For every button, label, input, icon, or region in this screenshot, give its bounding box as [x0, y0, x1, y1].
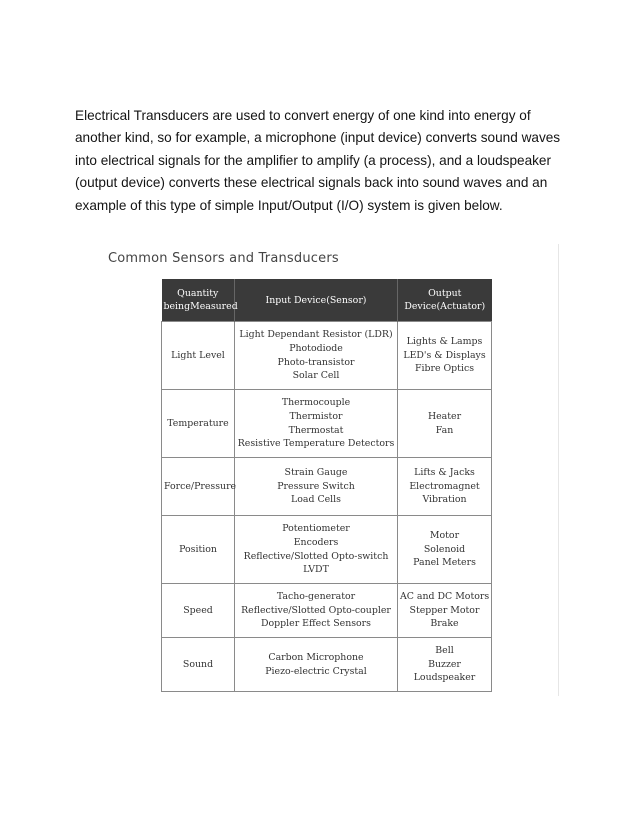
input-device-cell-line: Photodiode [289, 342, 343, 354]
table-row [162, 584, 492, 638]
input-device-cell-line: Resistive Temperature Detectors [237, 438, 395, 450]
input-device-cell-line: Light Dependant Resistor (LDR) [239, 329, 393, 341]
output-device-cell [398, 322, 492, 390]
input-device-cell-line: Thermocouple [281, 397, 351, 409]
input-device-cell-line: Doppler Effect Sensors [261, 618, 371, 630]
quantity-cell: Temperature [162, 390, 235, 458]
input-device-cell-line: Thermostat [288, 424, 344, 436]
output-device-cell-line: Loudspeaker [413, 672, 476, 684]
output-device-cell-line: Vibration [422, 494, 467, 506]
table-header [162, 279, 492, 322]
quantity-cell: Force/Pressure [162, 458, 235, 516]
input-device-cell-line: Reflective/Slotted Opto-coupler [241, 604, 391, 616]
intro-line: another kind, so for example, a microphone (input device) converts sound waves [75, 130, 561, 146]
table-row [162, 516, 492, 584]
header-input: Input Device(Sensor) [235, 279, 398, 322]
output-device-cell-line: Electromagnet [409, 480, 480, 492]
table-title: Common Sensors and Transducers [108, 251, 339, 266]
input-device-cell [235, 516, 398, 584]
output-device-cell [398, 516, 492, 584]
output-device-cell-line: Fibre Optics [414, 363, 475, 375]
input-device-cell-line: Solar Cell [292, 370, 340, 382]
output-device-cell-line: LED's & Displays [403, 349, 486, 361]
output-device-cell-line: Panel Meters [413, 557, 476, 569]
output-device-cell-line: Lifts & Jacks [414, 467, 475, 479]
input-device-cell [235, 322, 398, 390]
output-device-cell-line: Bell [435, 645, 454, 657]
input-device-cell-line: Tacho-generator [276, 591, 356, 603]
output-device-cell [398, 390, 492, 458]
output-device-cell-line: Lights & Lamps [406, 336, 483, 348]
input-device-cell [235, 390, 398, 458]
input-device-cell-line: Potentiometer [282, 523, 350, 535]
output-device-cell-line: Brake [430, 618, 459, 630]
intro-line: Electrical Transducers are used to convert energy of one kind into energy of [75, 108, 531, 123]
input-device-cell [235, 458, 398, 516]
input-device-cell-line: Pressure Switch [277, 480, 355, 492]
intro-paragraph [75, 105, 575, 217]
table-body [162, 322, 492, 692]
table-row [162, 458, 492, 516]
output-device-cell-line: Buzzer [428, 658, 461, 670]
table-row [162, 638, 492, 692]
input-device-cell-line: Thermistor [289, 410, 343, 422]
output-device-cell-line: Stepper Motor [409, 604, 480, 616]
header-quantity: Quantity beingMeasured [162, 279, 235, 322]
input-device-cell [235, 638, 398, 692]
input-device-cell-line: Encoders [293, 536, 339, 548]
input-device-cell-line: Reflective/Slotted Opto-switch [243, 550, 389, 562]
output-device-cell [398, 458, 492, 516]
output-device-cell-line: Solenoid [423, 543, 466, 555]
input-device-cell-line: Carbon Microphone [268, 651, 364, 663]
table-row [162, 322, 492, 390]
input-device-cell-line: Strain Gauge [284, 467, 348, 479]
output-device-cell [398, 638, 492, 692]
intro-line: example of this type of simple Input/Output (I/O) system is given below. [75, 197, 503, 213]
intro-line: into electrical signals for the amplifier to amplify (a process), and a loudspeaker [75, 152, 552, 168]
output-device-cell [398, 584, 492, 638]
input-device-cell-line: Piezo-electric Crystal [265, 665, 367, 677]
header-row [162, 279, 492, 322]
input-device-cell-line: Load Cells [291, 494, 341, 506]
input-device-cell [235, 584, 398, 638]
output-device-cell-line: Heater [427, 410, 462, 422]
quantity-cell: Speed [162, 584, 235, 638]
header-output: Output Device(Actuator) [398, 279, 492, 322]
table-row [162, 390, 492, 458]
output-device-cell-line: Motor [429, 530, 460, 542]
input-device-cell-line: LVDT [303, 564, 329, 576]
quantity-cell: Position [162, 516, 235, 584]
intro-line: (output device) converts these electrical signals back into sound waves and an [75, 175, 548, 191]
input-device-cell-line: Photo-transistor [277, 356, 355, 368]
output-device-cell-line: Fan [435, 424, 454, 436]
quantity-cell: Sound [162, 638, 235, 692]
figure-edge-divider [558, 244, 559, 696]
quantity-cell: Light Level [162, 322, 235, 390]
sensors-table [161, 279, 492, 692]
output-device-cell-line: AC and DC Motors [400, 591, 490, 603]
